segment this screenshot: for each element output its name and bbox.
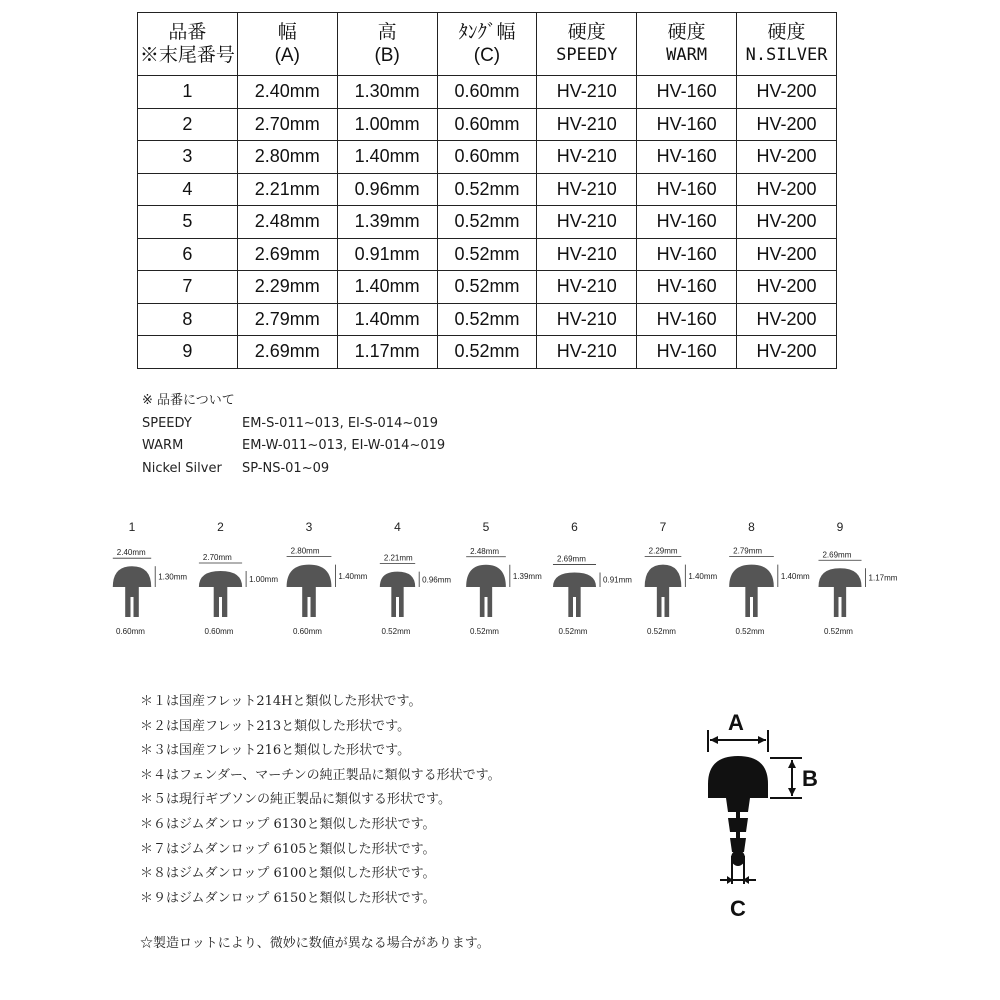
notes-item-value: EM-S-011~013, EI-S-014~019	[242, 415, 439, 431]
height-label: 1.00mm	[249, 575, 279, 584]
cell-part-number: 5	[138, 206, 238, 239]
tang-label: 0.52mm	[824, 627, 853, 636]
dimension-a	[708, 710, 768, 752]
cell-width: 2.70mm	[237, 108, 337, 141]
table-row	[138, 173, 837, 206]
remark-line: ＊１は国産フレット214Hと類似した形状です。	[140, 694, 422, 709]
height-label: 0.96mm	[422, 575, 452, 585]
remark-line: ＊５は現行ギブソンの純正製品に類似する形状です。	[140, 792, 451, 808]
dimension-c	[720, 876, 756, 921]
tang-label: 0.52mm	[470, 627, 499, 636]
cell-height: 1.17mm	[337, 336, 437, 369]
cell-tang-width: 0.52mm	[437, 336, 537, 369]
remark-line: ＊８はジムダンロップ 6100と類似した形状です。	[140, 866, 436, 882]
similarity-remarks	[140, 690, 501, 911]
width-label: 2.29mm	[648, 546, 678, 556]
profile-number: 8	[748, 520, 755, 534]
cell-part-number: 7	[138, 271, 238, 304]
fret-tang-slot	[662, 597, 665, 617]
fret-profile	[553, 520, 632, 636]
notes-item-label: WARM	[142, 438, 184, 453]
cell-height: 0.96mm	[337, 173, 437, 206]
notes-item	[142, 458, 445, 481]
fret-tang-slot	[485, 597, 488, 617]
fret-crown	[287, 565, 332, 587]
cell-part-number: 3	[138, 141, 238, 174]
cell-hardness-nsilver: HV-200	[737, 76, 837, 109]
width-label: 2.21mm	[383, 553, 413, 563]
table-row	[138, 238, 837, 271]
cell-hardness-speedy: HV-210	[537, 336, 637, 369]
profile-number: 7	[659, 520, 667, 534]
profile-number: 4	[394, 520, 401, 534]
fret-tang-slot	[308, 597, 311, 617]
tang-label: 0.52mm	[558, 627, 588, 636]
fret-crown	[818, 568, 861, 587]
width-label: 2.69mm	[822, 550, 852, 560]
width-label: 2.48mm	[470, 546, 500, 556]
fret-crown	[113, 566, 151, 587]
cell-hardness-speedy: HV-210	[537, 238, 637, 271]
fret-profile	[645, 520, 718, 636]
cell-width: 2.79mm	[237, 303, 337, 336]
notes-item-label: SPEEDY	[142, 415, 192, 431]
tang-label: 0.60mm	[204, 627, 234, 636]
width-label: 2.70mm	[202, 553, 232, 562]
lot-variation-footnote: ☆製造ロットにより、微妙に数値が異なる場合があります。	[140, 936, 490, 951]
cell-hardness-speedy: HV-210	[537, 303, 637, 336]
profile-number: 1	[128, 520, 136, 534]
table-row	[138, 271, 837, 304]
cell-hardness-nsilver: HV-200	[737, 173, 837, 206]
cell-part-number: 8	[138, 303, 238, 336]
cell-tang-width: 0.52mm	[437, 303, 537, 336]
cell-tang-width: 0.52mm	[437, 173, 537, 206]
cell-hardness-warm: HV-160	[637, 76, 737, 109]
tang-label: 0.60mm	[116, 627, 145, 636]
width-label: 2.40mm	[116, 548, 146, 558]
remark-line: ＊９はジムダンロップ 6150と類似した形状です。	[140, 890, 436, 906]
tang-label: 0.52mm	[381, 627, 411, 636]
header-hardness-speedy: 硬度 SPEEDY	[537, 13, 637, 76]
cell-height: 0.91mm	[337, 238, 437, 271]
header-hardness-warm: 硬度 WARM	[637, 13, 737, 76]
cell-hardness-nsilver: HV-200	[737, 141, 837, 174]
cell-height: 1.30mm	[337, 76, 437, 109]
cell-tang-width: 0.60mm	[437, 108, 537, 141]
table-row	[138, 76, 837, 109]
fret-crown	[729, 565, 774, 587]
notes-item-value: SP-NS-01~09	[242, 460, 330, 476]
cell-hardness-warm: HV-160	[637, 108, 737, 141]
cell-hardness-warm: HV-160	[637, 141, 737, 174]
height-label: 1.40mm	[338, 571, 368, 581]
cell-width: 2.40mm	[237, 76, 337, 109]
cell-hardness-nsilver: HV-200	[737, 271, 837, 304]
header-hardness-nsilver: 硬度 N.SILVER	[737, 13, 837, 76]
height-label: 1.30mm	[158, 572, 188, 582]
table-row	[138, 336, 837, 369]
fret-tang-slot	[839, 597, 842, 617]
cell-hardness-nsilver: HV-200	[737, 206, 837, 239]
header-part-number: 品番 ※末尾番号	[138, 13, 238, 76]
cell-height: 1.40mm	[337, 141, 437, 174]
cell-hardness-nsilver: HV-200	[737, 238, 837, 271]
cell-height: 1.40mm	[337, 303, 437, 336]
height-label: 1.39mm	[512, 571, 542, 581]
cell-width: 2.69mm	[237, 336, 337, 369]
cell-hardness-speedy: HV-210	[537, 141, 637, 174]
fret-tang-slot	[396, 597, 399, 617]
fret-profile	[729, 520, 810, 636]
fret-profile	[199, 520, 278, 636]
notes-item	[142, 435, 445, 458]
cell-hardness-nsilver: HV-200	[737, 303, 837, 336]
width-label: 2.69mm	[556, 554, 586, 564]
remark-line: ＊７はジムダンロップ 6105と類似した形状です。	[140, 841, 436, 857]
tang-label: 0.52mm	[735, 627, 765, 636]
fret-tang-slot	[573, 597, 576, 617]
cell-tang-width: 0.52mm	[437, 238, 537, 271]
cell-part-number: 6	[138, 238, 238, 271]
cell-hardness-warm: HV-160	[637, 173, 737, 206]
cell-hardness-speedy: HV-210	[537, 206, 637, 239]
fret-crown	[645, 565, 682, 587]
dimension-c-label: C	[730, 896, 746, 921]
fret-profile	[287, 520, 368, 636]
cell-height: 1.00mm	[337, 108, 437, 141]
tang-label: 0.60mm	[293, 627, 322, 636]
cell-width: 2.21mm	[237, 173, 337, 206]
table-header-row	[138, 13, 837, 76]
cell-hardness-warm: HV-160	[637, 271, 737, 304]
profile-number: 3	[305, 520, 313, 534]
fret-tang-slot	[750, 597, 753, 617]
cell-hardness-warm: HV-160	[637, 336, 737, 369]
cell-tang-width: 0.60mm	[437, 141, 537, 174]
cell-hardness-warm: HV-160	[637, 238, 737, 271]
fret-profile	[466, 520, 542, 636]
height-label: 1.40mm	[688, 571, 718, 581]
header-height: 高 (B)	[337, 13, 437, 76]
notes-item-label: Nickel Silver	[142, 460, 222, 476]
fret-tang-slot	[219, 597, 222, 617]
remark-line: ＊６はジムダンロップ 6130と類似した形状です。	[140, 816, 436, 832]
cell-part-number: 1	[138, 76, 238, 109]
dimension-a-label: A	[728, 710, 744, 735]
cell-hardness-warm: HV-160	[637, 303, 737, 336]
remark-line: ＊４はフェンダー、マーチンの純正製品に類似する形状です。	[140, 767, 501, 783]
remark-line: ＊２は国産フレット213と類似した形状です。	[140, 718, 411, 734]
width-label: 2.80mm	[290, 546, 320, 556]
fret-crown	[199, 571, 242, 587]
cell-height: 1.39mm	[337, 206, 437, 239]
tang-label: 0.52mm	[647, 627, 676, 636]
cell-hardness-speedy: HV-210	[537, 173, 637, 206]
cell-hardness-speedy: HV-210	[537, 271, 637, 304]
cell-part-number: 9	[138, 336, 238, 369]
notes-item	[142, 413, 445, 436]
fret-tang-slot	[131, 597, 134, 617]
table-row	[138, 206, 837, 239]
profile-number: 6	[571, 520, 578, 534]
cell-width: 2.48mm	[237, 206, 337, 239]
cell-width: 2.29mm	[237, 271, 337, 304]
fret-crown	[466, 565, 506, 587]
cell-height: 1.40mm	[337, 271, 437, 304]
spec-table	[137, 12, 837, 369]
cell-hardness-nsilver: HV-200	[737, 336, 837, 369]
fret-profile	[380, 520, 452, 636]
header-width: 幅 (A)	[237, 13, 337, 76]
width-label: 2.79mm	[733, 546, 763, 556]
height-label: 1.40mm	[780, 571, 810, 581]
table-row	[138, 108, 837, 141]
notes-heading: ※ 品番について	[142, 393, 235, 408]
height-label: 0.91mm	[603, 575, 632, 585]
cell-hardness-warm: HV-160	[637, 206, 737, 239]
dimension-b-label: B	[802, 766, 818, 791]
cell-hardness-speedy: HV-210	[537, 108, 637, 141]
part-number-notes	[142, 390, 445, 480]
cell-width: 2.80mm	[237, 141, 337, 174]
header-tang-width: ﾀﾝｸﾞ幅 (C)	[437, 13, 537, 76]
cell-tang-width: 0.60mm	[437, 76, 537, 109]
fret-profile-drawings	[0, 515, 1000, 655]
table-row	[138, 303, 837, 336]
fret-crown	[380, 572, 415, 587]
height-label: 1.17mm	[868, 573, 898, 583]
profile-number: 5	[482, 520, 490, 534]
cell-width: 2.69mm	[237, 238, 337, 271]
profile-number: 9	[836, 520, 844, 534]
fret-crown-shape	[708, 756, 768, 884]
notes-item-value: EM-W-011~013, EI-W-014~019	[242, 438, 446, 453]
dimension-b	[770, 758, 818, 798]
fret-profile	[818, 520, 897, 636]
remark-line: ＊３は国産フレット216と類似した形状です。	[140, 743, 411, 759]
table-row	[138, 141, 837, 174]
cell-tang-width: 0.52mm	[437, 206, 537, 239]
fret-dimension-diagram	[690, 700, 830, 930]
cell-hardness-nsilver: HV-200	[737, 108, 837, 141]
fret-profile	[113, 520, 188, 636]
cell-part-number: 2	[138, 108, 238, 141]
cell-tang-width: 0.52mm	[437, 271, 537, 304]
cell-part-number: 4	[138, 173, 238, 206]
fret-crown	[553, 572, 596, 587]
profile-number: 2	[217, 520, 224, 534]
cell-hardness-speedy: HV-210	[537, 76, 637, 109]
